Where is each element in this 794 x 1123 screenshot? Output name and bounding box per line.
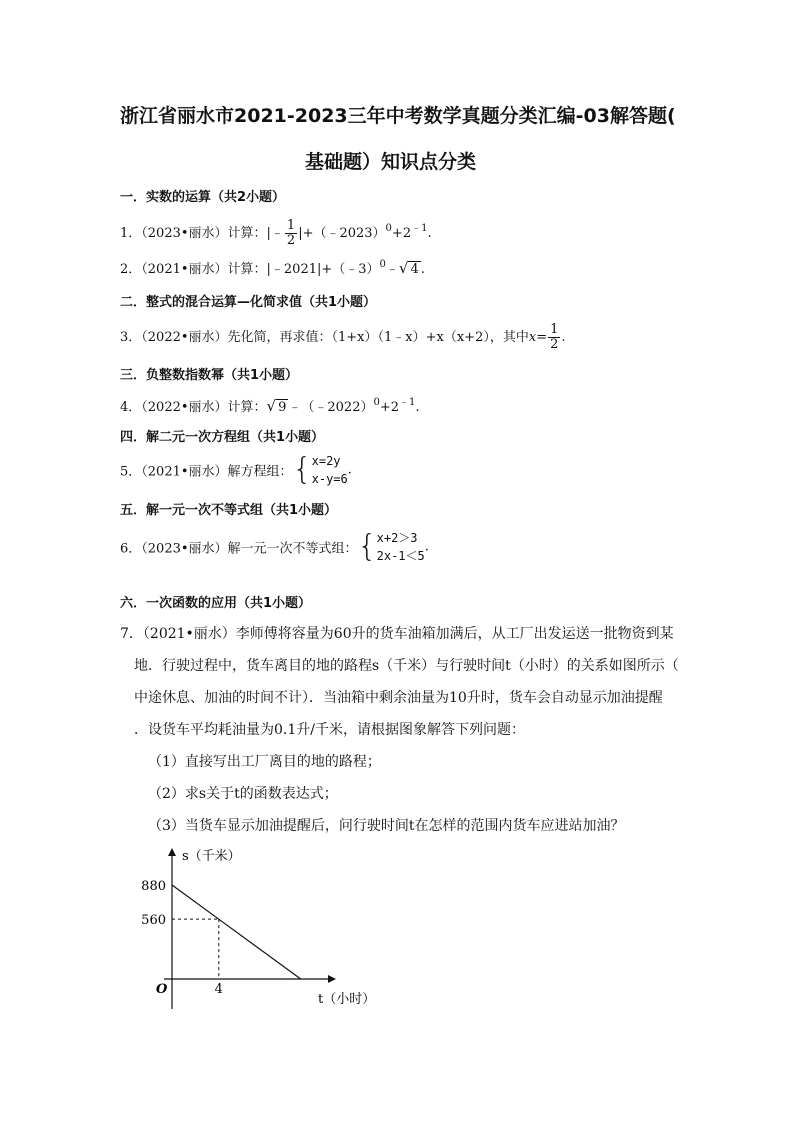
section-heading-6: 六．一次函数的应用（共1小题） (120, 596, 312, 611)
q4-prefix: 4．（2022•丽水）计算： (120, 400, 267, 415)
question-5 (120, 452, 352, 488)
q1-mid2: +2 (391, 226, 412, 241)
q3-eq: = (536, 330, 548, 345)
x-tick-label-4: 4 (214, 982, 223, 997)
section-heading-2: 二．整式的混合运算—化简求值（共1小题） (120, 295, 377, 310)
q1-fraction (285, 219, 297, 248)
section-heading-4: 四．解二元一次方程组（共1小题） (120, 430, 325, 445)
q3-prefix: 3．（2022•丽水）先化简，再求值：（1+x）（1﹣x）+x（x+2），其中 (120, 330, 529, 345)
q4-end: . (415, 400, 420, 415)
y-tick-label-880: 880 (141, 879, 166, 894)
x-axis-arrow (328, 975, 336, 983)
q1-prefix: 1．（2023•丽水）计算：|﹣ (120, 226, 284, 241)
q7-part-1: （1）直接写出工厂离目的地的路程； (148, 754, 381, 770)
q1-frac-num: 1 (286, 218, 296, 233)
q5-system (312, 452, 348, 488)
q1-frac-den: 2 (286, 233, 296, 248)
q6-prefix: 6．（2023•丽水）解一元一次不等式组： (120, 541, 358, 557)
question-6 (120, 529, 429, 565)
q2-exp: 0 (379, 259, 386, 270)
q1-exp1: 0 (385, 223, 392, 234)
section-heading-3: 三．负整数指数幂（共1小题） (120, 368, 299, 383)
q4-exp2: ﹣1 (399, 397, 416, 408)
y-axis-label: s（千米） (182, 849, 241, 864)
q7-line-2: 地．行驶过程中，货车离目的地的路程s（千米）与行驶时间t（小时）的关系如图所示（ (134, 658, 679, 674)
q5-eq1: x=2y (311, 454, 341, 468)
q7-line-3: 中途休息、加油的时间不计）．当油箱中剩余油量为10升时，货车会自动显示加油提醒 (134, 690, 663, 706)
question-4 (120, 396, 420, 415)
q2-end: . (420, 262, 425, 277)
q4-radicand: 9 (278, 400, 287, 415)
series-line-s (172, 885, 301, 979)
page-title-line1: 浙江省丽水市2021-2023三年中考数学真题分类汇编-03解答题( (120, 105, 676, 127)
distance-time-graph (140, 838, 400, 1018)
q1-mid: |+（﹣2023） (298, 226, 386, 241)
q3-frac-den: 2 (550, 337, 559, 352)
q3-fraction (548, 323, 560, 352)
q4-exp1: 0 (373, 397, 380, 408)
q6-ineq2: 2x-1＜5 (376, 549, 425, 563)
y-axis-arrow (168, 848, 176, 856)
q2-mid: ﹣ (385, 262, 399, 277)
q7-line-1: 7．（2021•丽水）李师傅将容量为60升的货车油箱加满后，从工厂出发运送一批物资到某 (120, 626, 674, 642)
q6-ineq1: x+2＞3 (376, 531, 418, 545)
origin-label: O (156, 982, 168, 997)
q3-frac-num: 1 (550, 322, 559, 337)
q7-part-2: （2）求s关于t的函数表达式； (148, 786, 338, 802)
question-1 (120, 219, 432, 248)
q5-eq2: x-y=6 (311, 472, 348, 486)
q7-line-4: ．设货车平均耗油量为0.1升/千米，请根据图象解答下列问题： (134, 722, 525, 738)
q6-brace: { (357, 529, 377, 564)
q2-sqrt: √ 4 (398, 259, 419, 277)
page-title-line2: 基础题）知识点分类 (305, 151, 477, 173)
q5-prefix: 5．（2021•丽水）解方程组： (120, 464, 293, 480)
section-heading-1: 一．实数的运算（共2小题） (120, 190, 286, 205)
q7-part-3: （3）当货车显示加油提醒后，问行驶时间t在怎样的范围内货车应进站加油？ (148, 818, 625, 834)
q5-brace: { (292, 452, 312, 487)
section-heading-5: 五．解一元一次不等式组（共1小题） (120, 503, 338, 518)
q1-end: . (427, 226, 432, 241)
q5-end: . (347, 462, 352, 478)
q6-system (377, 529, 425, 565)
q2-prefix: 2．（2021•丽水）计算：|﹣2021|+（﹣3） (120, 262, 380, 277)
question-3 (120, 323, 566, 352)
q4-mid2: +2 (379, 400, 400, 415)
q4-sqrt: √ 9 (266, 397, 287, 415)
y-tick-label-560: 560 (141, 913, 166, 929)
x-axis-label: t（小时） (318, 992, 376, 1007)
q4-mid: ﹣（﹣2022） (288, 400, 374, 415)
q3-var: x (528, 330, 537, 345)
question-2 (120, 258, 425, 277)
q2-radicand: 4 (410, 262, 419, 277)
q3-end: . (561, 330, 566, 345)
q1-exp2: ﹣1 (411, 223, 428, 234)
q6-end: . (424, 539, 429, 555)
